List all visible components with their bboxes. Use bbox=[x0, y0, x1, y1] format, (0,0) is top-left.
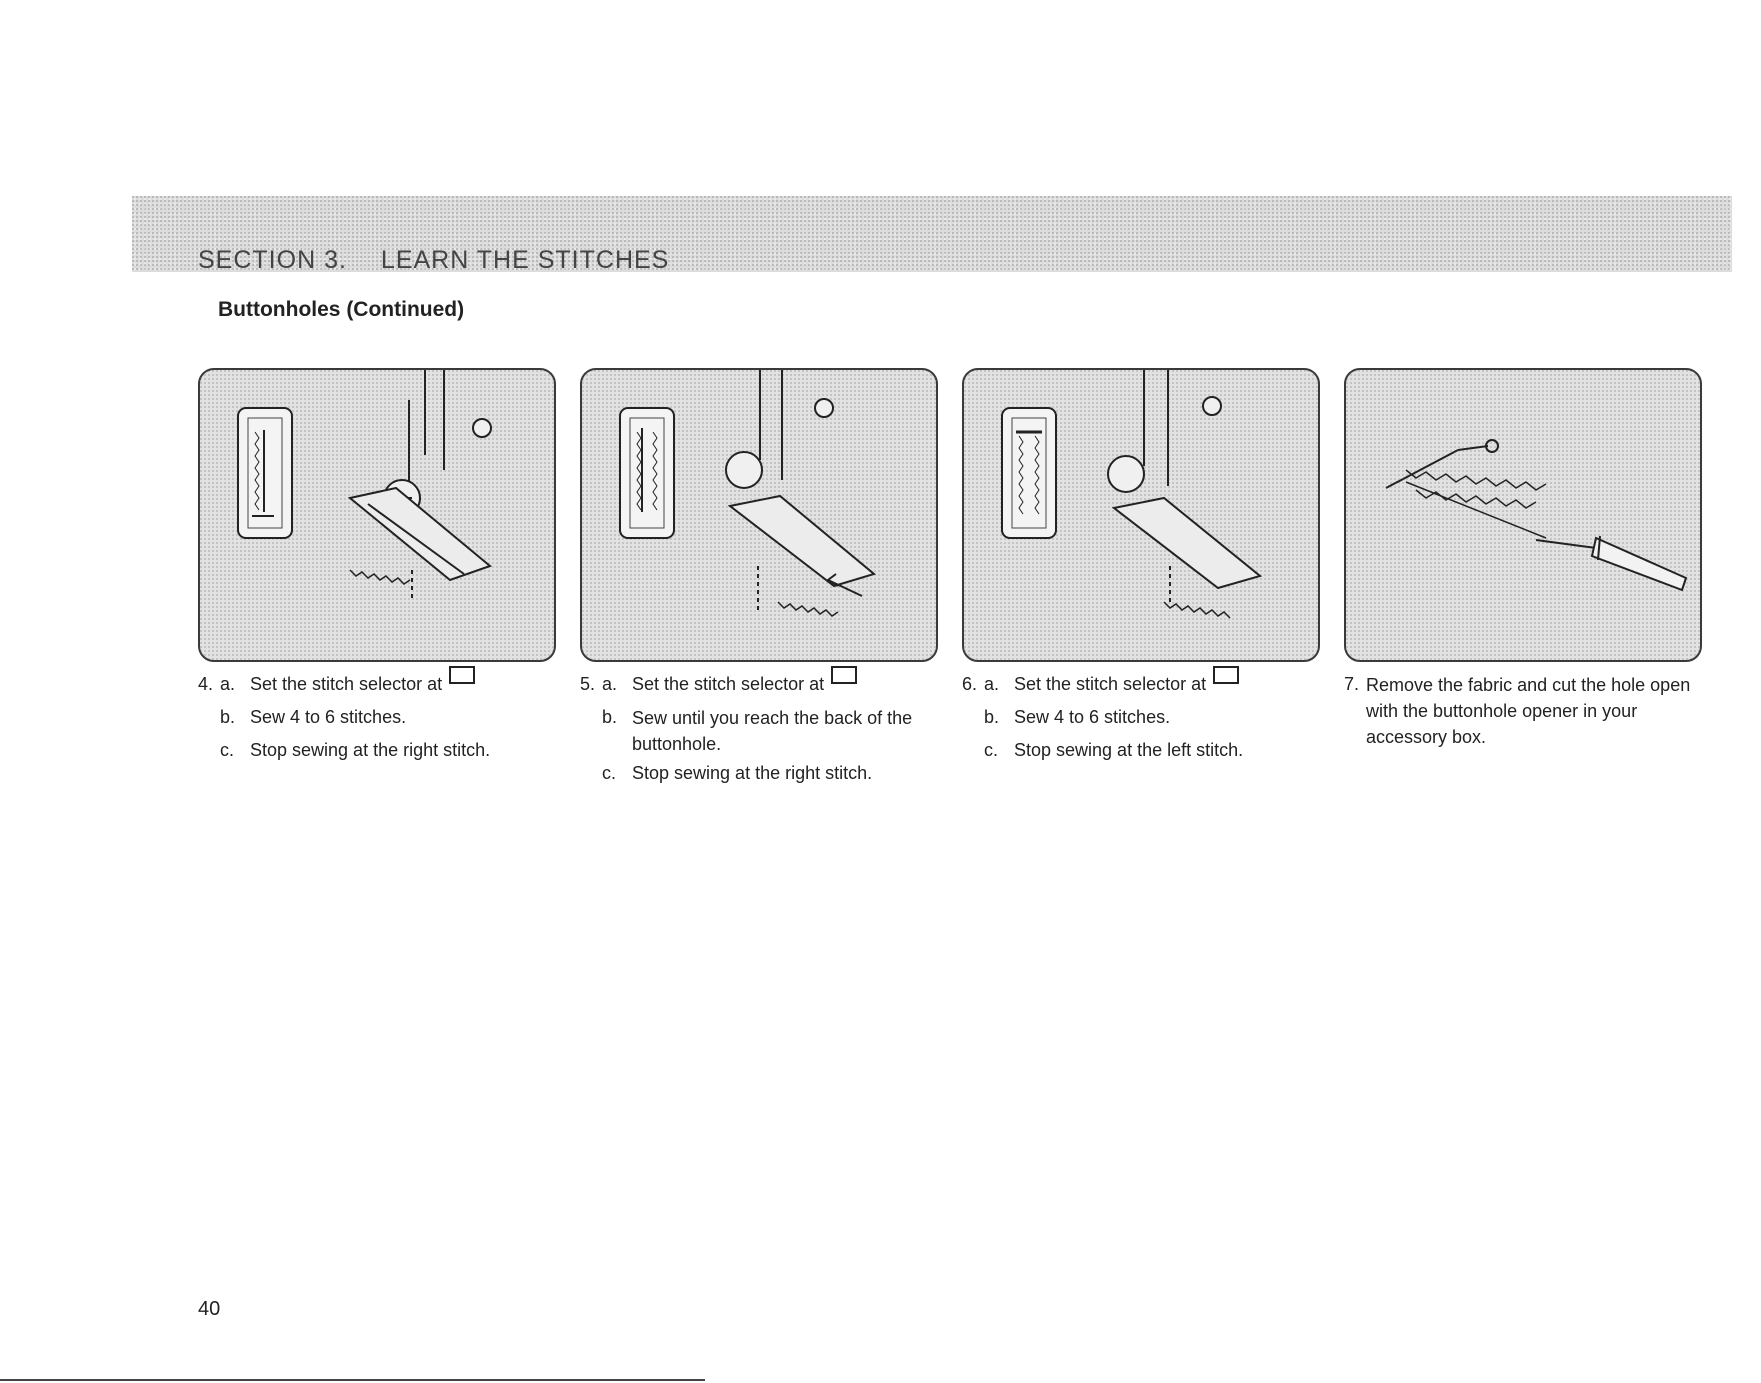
buttonhole-selector-position-4-icon bbox=[449, 666, 475, 684]
item-text: Set the stitch selector at bbox=[1014, 674, 1207, 694]
item-text: Sew until you reach the back of the buttonhole. bbox=[632, 708, 913, 754]
item-letter: b. bbox=[602, 707, 618, 727]
page-number: 40 bbox=[198, 1298, 221, 1320]
buttonhole-opener-icon bbox=[1386, 440, 1686, 590]
stitch-line bbox=[778, 602, 838, 616]
step-5-illustration bbox=[580, 368, 938, 662]
item-letter: a. bbox=[220, 674, 236, 694]
step-4-illustration bbox=[198, 368, 556, 662]
buttonhole-pattern-card bbox=[620, 408, 674, 538]
step-number: 7. bbox=[1344, 674, 1360, 694]
section-name: LEARN THE STITCHES bbox=[380, 246, 670, 274]
item-text: Stop sewing at the right stitch. bbox=[250, 740, 491, 760]
item-text: Sew 4 to 6 stitches. bbox=[1014, 707, 1171, 727]
section-title bbox=[198, 246, 669, 275]
step-5-instructions bbox=[580, 668, 940, 790]
item-letter: a. bbox=[602, 674, 618, 694]
step-4-instructions bbox=[198, 668, 558, 767]
item-letter: a. bbox=[984, 674, 1000, 694]
item-text: Remove the fabric and cut the hole open with the buttonhole opener in your accessory box. bbox=[1366, 675, 1691, 747]
step-7-instructions bbox=[1344, 668, 1704, 750]
presser-foot-drawing bbox=[1108, 370, 1260, 602]
page-subtitle: Buttonholes (Continued) bbox=[218, 298, 465, 321]
stitch-line bbox=[1164, 602, 1230, 618]
item-letter: b. bbox=[984, 707, 1000, 727]
buttonhole-selector-position-4-icon bbox=[1213, 666, 1239, 684]
step-number: 6. bbox=[962, 674, 978, 694]
section-number: SECTION 3. bbox=[198, 246, 347, 274]
stitch-line bbox=[350, 570, 410, 584]
item-text: Set the stitch selector at bbox=[250, 674, 443, 694]
item-letter: c. bbox=[220, 740, 235, 760]
step-7-illustration bbox=[1344, 368, 1702, 662]
step-6-illustration bbox=[962, 368, 1320, 662]
item-text: Set the stitch selector at bbox=[632, 674, 825, 694]
item-text: Sew 4 to 6 stitches. bbox=[250, 707, 407, 727]
buttonhole-pattern-card bbox=[1002, 408, 1056, 538]
item-text: Stop sewing at the left stitch. bbox=[1014, 740, 1244, 760]
buttonhole-pattern-card bbox=[238, 408, 292, 538]
item-letter: c. bbox=[602, 763, 617, 783]
buttonhole-selector-position-3-icon bbox=[831, 666, 857, 684]
step-number: 4. bbox=[198, 674, 214, 694]
presser-foot-drawing bbox=[726, 370, 874, 614]
presser-foot-drawing bbox=[350, 370, 491, 600]
step-6-instructions bbox=[962, 668, 1322, 767]
step-number: 5. bbox=[580, 674, 596, 694]
item-text: Stop sewing at the right stitch. bbox=[632, 763, 873, 783]
item-letter: b. bbox=[220, 707, 236, 727]
fabric-buttonhole-drawing bbox=[1406, 470, 1546, 538]
item-letter: c. bbox=[984, 740, 999, 760]
page-bottom-rule bbox=[0, 1379, 705, 1381]
